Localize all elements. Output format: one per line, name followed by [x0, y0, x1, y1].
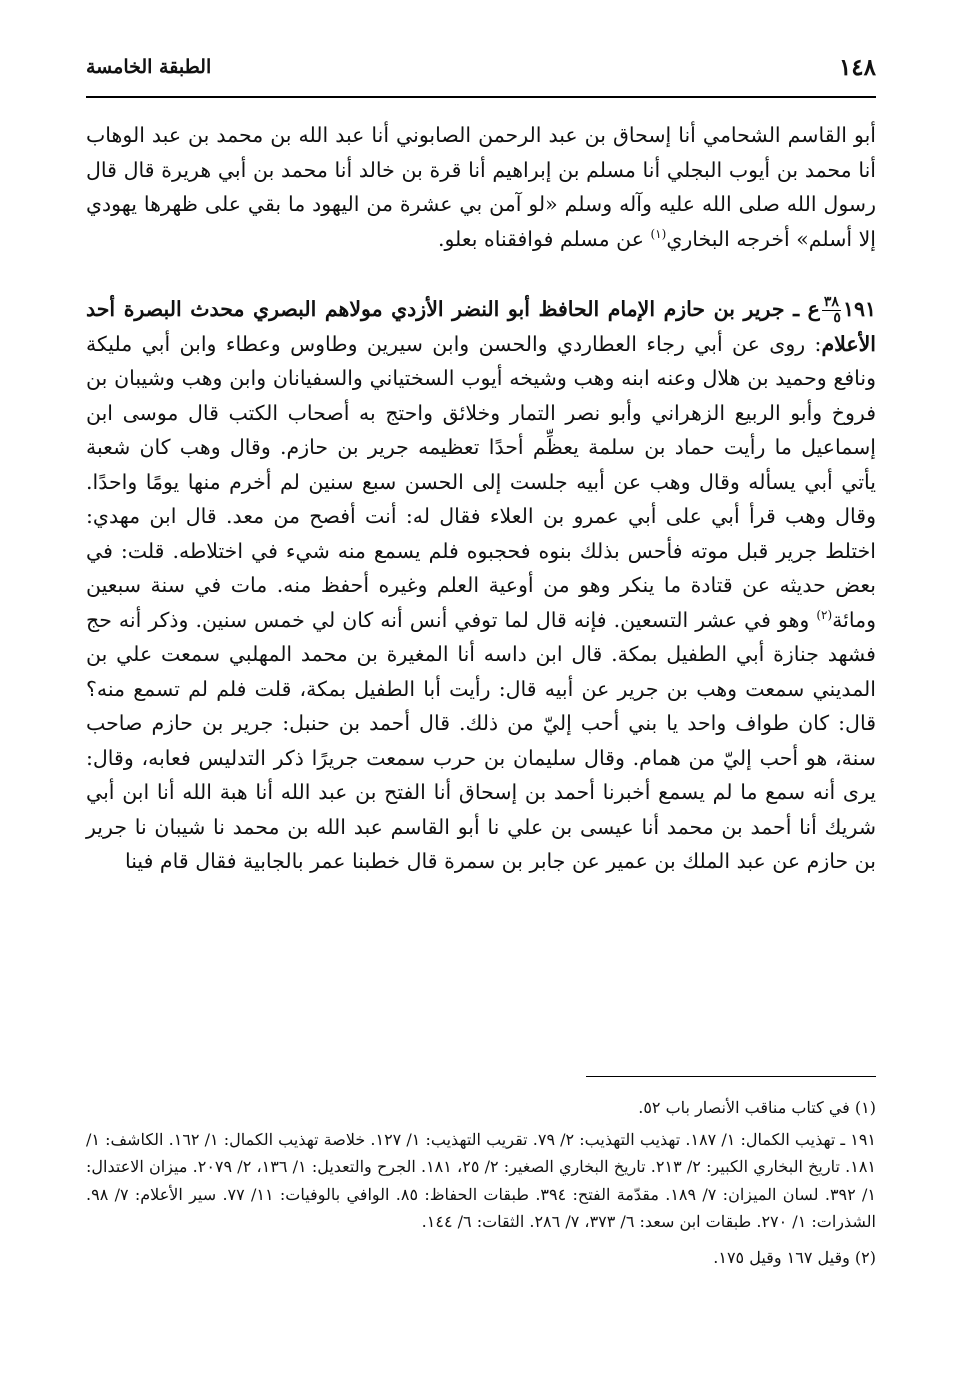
page-number: ١٤٨: [838, 54, 876, 81]
main-text: [86, 118, 876, 879]
entry-fraction: [822, 295, 841, 326]
footnotes: [86, 1092, 876, 1271]
footnote-ref-2[interactable]: (٢): [816, 607, 833, 622]
paragraph-text-end: عن مسلم فوافقناه بعلو.: [437, 226, 651, 251]
running-header: [86, 52, 876, 88]
entry-text: : روى عن أبي رجاء العطاردي والحسن وابن سيرين وطاوس وعطاء وابن أبي مليكة ونافع وحميد بن هلال وعنه ابنه وهب وشيخه أيوب السختياني والسفيانان وابن وهب وشيبان بن فروخ وأبو الربيع الزهراني وأبو نصر التمار وخلائق واحتج به أصحاب الكتب قال موسى ابن إسماعيل ما رأيت حماد بن سلمة يعظِّم أحدًا تعظيمه جرير بن حازم. وقال وهب كان شعبة يأتي أبي يسأله وقال وهب عن أبيه جلست إلى الحسن سبع سنين لم أخرم منها يومًا واحدًا. وقال وهب قرأ أبي على أبي عمرو بن العلاء فقال له: أنت أفصح من معد. قال ابن مهدي: اختلط جرير قبل موته فأحس بذلك بنوه فحجبوه فلم يسمع منه شيء في اختلاطه. قلت: في بعض حديثه عن قتادة ما ينكر وهو من أوعية العلم وغيره أحفظ منه. مات في سنة سبعين ومائة: [86, 331, 876, 632]
header-rule: [86, 96, 876, 98]
paragraph-text: أبو القاسم الشحامي أنا إسحاق بن عبد الرحمن الصابوني أنا عبد الله بن محمد بن عبد الوهاب أنا محمد بن أيوب البجلي أنا مسلم بن إبراهيم أنا قرة بن خالد أنا محمد بن أبي هريرة قال قال رسول الله صلى الله عليه وآله وسلم «لو آمن بي عشرة من اليهود ما بقي على ظهرها يهودي إلا أسلم» أخرجه البخاري: [86, 123, 876, 251]
entry-text-continued: وهو في عشر التسعين. فإنه قال لما توفي أنس أنه كان لي خمس سنين. وذكر أنه حج فشهد جنازة أبي الطفيل بمكة. قال ابن داسه أنا المغيرة بن محمد المهلبي سمعت علي بن المديني سمعت وهب بن جرير عن أبيه قال: رأيت أبا الطفيل بمكة، قلت فلم لم تسمع منه؟ قال: كان طواف واحد يا بني أحب إليّ من ذلك. قال أحمد بن حنبل: جرير بن حازم صاحب سنة، هو أحب إليّ من همام. وقال سليمان بن حرب سمعت جريرًا ذكر التدليس فعابه، وقال: يرى أنه سمع ما لم يسمع أخبرنا أحمد بن إسحاق أنا الفتح بن عبد الله أنا هبة الله أنا ابن أبي شريك أنا أحمد بن محمد أنا عيسى بن علي نا أبو القاسم عبد الله بن محمد نا شيبان نا جرير بن حازم عن عبد الملك بن عمير عن جابر بن سمرة قال خطبنا عمر بالجابية فقال قام فينا: [86, 607, 876, 873]
footnote-rule: [586, 1076, 876, 1077]
fraction-denominator: ٥: [833, 310, 841, 326]
fraction-numerator: ٣٨: [823, 294, 839, 310]
entry-name: ـ جرير بن حازم الإمام الحافظ أبو النضر الأزدي مولاهم البصري محدث البصرة أحد الأعلام: [86, 297, 876, 356]
footnote-2: (٢) وقيل ١٦٧ وقيل ١٧٥.: [713, 1247, 876, 1267]
entry-code: ع: [807, 297, 820, 321]
paragraph-continuation: [86, 118, 876, 256]
footnote-ref-1[interactable]: (١): [650, 226, 667, 241]
section-title: الطبقة الخامسة: [86, 56, 212, 78]
entry-number: ١٩١: [842, 297, 876, 321]
biography-entry: [86, 292, 876, 879]
footnote-sources: ١٩١ ـ تهذيب الكمال: ١/ ١٨٧. تهذيب التهذيب: ٢/ ٧٩. تقريب التهذيب: ١/ ١٢٧. خلاصة تهذيب الكمال: ١/ ١٦٢. الكاشف: ١/ ١٨١. تاريخ البخاري الكبير: ٢/ ٢١٣. تاريخ البخاري الصغير: ٢/ ٢٥، ١٨١. الجرح والتعديل: ١/ ١٣٦، ٢/ ٢٠٧٩. ميزان الاعتدال: ١/ ٣٩٢. لسان الميزان: ٧/ ١٨٩. مقدّمة الفتح: ٣٩٤. طبقات الحفاظ: ٨٥. الوافي بالوفيات: ١١/ ٧٧. سير الأعلام: ٧/ ٩٨. الشذرات: ١/ ٢٧٠. طبقات ابن سعد: ٦/ ٣٧٣، ٧/ ٢٨٦. الثقات: ٦/ ١٤٤.: [86, 1129, 877, 1231]
footnote-1: (١) في كتاب مناقب الأنصار باب ٥٢.: [638, 1098, 876, 1117]
